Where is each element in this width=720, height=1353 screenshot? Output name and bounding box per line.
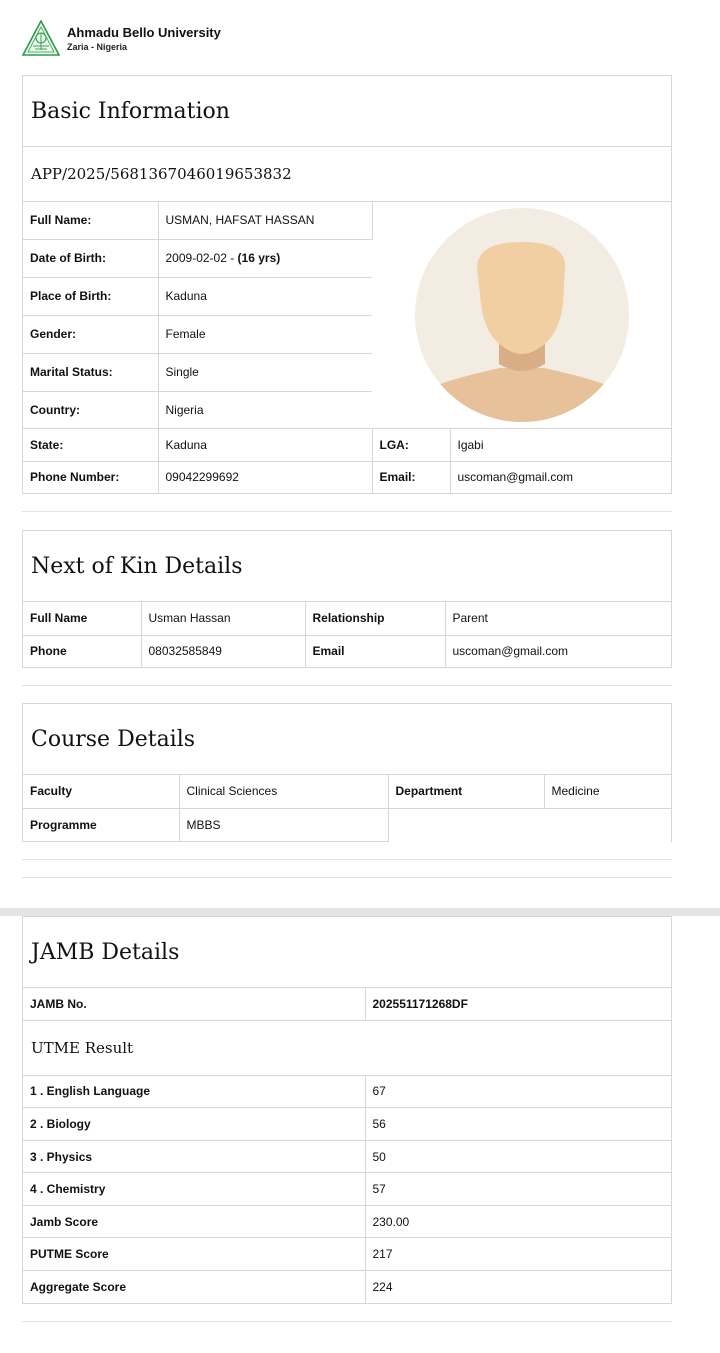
kin-email-value: uscoman@gmail.com xyxy=(452,644,569,659)
section-divider xyxy=(22,511,672,512)
page-header xyxy=(22,20,221,58)
table-row xyxy=(23,775,671,808)
section-divider xyxy=(22,877,672,878)
next-of-kin-table xyxy=(23,602,671,667)
table-row xyxy=(23,1206,671,1238)
kin-name-label: Full Name xyxy=(23,602,141,635)
basic-information-card xyxy=(22,75,672,494)
section-divider xyxy=(22,859,672,860)
gender-value: Female xyxy=(158,315,372,353)
empty-cell xyxy=(388,808,671,841)
subject-score: 67 xyxy=(365,1076,671,1108)
table-row xyxy=(23,1271,671,1303)
putme-score-label: PUTME Score xyxy=(23,1238,365,1271)
university-title-block xyxy=(67,25,221,53)
age-text: (16 yrs) xyxy=(237,251,281,265)
subject-score: 50 xyxy=(365,1141,671,1173)
subject-label: 1 . English Language xyxy=(23,1076,365,1108)
aggregate-score-value: 224 xyxy=(372,1279,393,1294)
profile-placeholder-avatar xyxy=(415,208,629,422)
table-row xyxy=(23,1076,671,1108)
aggregate-score-label: Aggregate Score xyxy=(23,1271,365,1303)
email-label: Email: xyxy=(372,461,450,493)
field-label: Full Name: xyxy=(23,202,158,239)
email-value: uscoman@gmail.com xyxy=(457,470,574,485)
phone-label: Phone Number: xyxy=(23,461,158,493)
kin-phone-value: 08032585849 xyxy=(141,635,305,667)
programme-value: MBBS xyxy=(179,808,388,841)
application-number: APP/2025/5681367046019653832 xyxy=(23,147,671,202)
subject-label: 2 . Biology xyxy=(23,1108,365,1141)
jamb-details-title: JAMB Details xyxy=(23,917,671,988)
jamb-score-label: Jamb Score xyxy=(23,1206,365,1238)
dob-text: 2009-02-02 - xyxy=(165,251,238,265)
lga-value: Igabi xyxy=(450,428,671,461)
table-row xyxy=(23,202,671,239)
faculty-label: Faculty xyxy=(23,775,179,808)
utme-result-title: UTME Result xyxy=(23,1021,671,1076)
university-name: Ahmadu Bello University xyxy=(67,25,221,40)
programme-label: Programme xyxy=(23,808,179,841)
field-label: Country: xyxy=(23,391,158,428)
putme-score-value: 217 xyxy=(365,1238,671,1271)
section-divider xyxy=(22,1321,672,1322)
photo-cell xyxy=(372,202,671,428)
university-logo-icon xyxy=(22,20,60,58)
subject-score: 57 xyxy=(365,1173,671,1206)
jamb-number-label: JAMB No. xyxy=(23,988,365,1020)
subject-label: 4 . Chemistry xyxy=(23,1173,365,1206)
next-of-kin-title: Next of Kin Details xyxy=(23,531,671,602)
basic-information-title: Basic Information xyxy=(23,76,671,147)
field-label: Date of Birth: xyxy=(23,239,158,277)
place-of-birth-value: Kaduna xyxy=(158,277,372,315)
kin-phone-label: Phone xyxy=(23,635,141,667)
next-of-kin-card xyxy=(22,530,672,668)
kin-relationship-value: Parent xyxy=(445,602,671,635)
department-label: Department xyxy=(388,775,544,808)
course-details-card xyxy=(22,703,672,842)
table-row xyxy=(23,808,671,841)
course-table-edge xyxy=(671,775,672,808)
field-label: Gender: xyxy=(23,315,158,353)
kin-email-label: Email xyxy=(305,635,445,667)
date-of-birth-value xyxy=(158,239,372,277)
phone-value: 09042299692 xyxy=(158,461,372,493)
lga-label: LGA: xyxy=(372,428,450,461)
table-row xyxy=(23,602,671,635)
subject-label: 3 . Physics xyxy=(23,1141,365,1173)
utme-result-table xyxy=(23,1076,671,1303)
kin-name-value: Usman Hassan xyxy=(141,602,305,635)
table-row xyxy=(23,1141,671,1173)
page-break-band xyxy=(0,908,720,916)
state-label: State: xyxy=(23,428,158,461)
table-row xyxy=(23,635,671,667)
jamb-details-card xyxy=(22,916,672,1304)
basic-information-table xyxy=(23,202,671,493)
full-name-value: USMAN, HAFSAT HASSAN xyxy=(158,202,372,239)
course-details-title: Course Details xyxy=(23,704,671,775)
marital-status-value: Single xyxy=(158,353,372,391)
field-label: Place of Birth: xyxy=(23,277,158,315)
table-row xyxy=(23,1108,671,1141)
field-label: Marital Status: xyxy=(23,353,158,391)
table-row xyxy=(23,1173,671,1206)
section-divider xyxy=(22,685,672,686)
jamb-number-table xyxy=(23,988,671,1021)
table-row xyxy=(23,428,671,461)
department-value: Medicine xyxy=(544,775,671,808)
faculty-value: Clinical Sciences xyxy=(179,775,388,808)
country-value: Nigeria xyxy=(158,391,372,428)
kin-relationship-label: Relationship xyxy=(305,602,445,635)
subject-score: 56 xyxy=(365,1108,671,1141)
jamb-score-value: 230.00 xyxy=(365,1206,671,1238)
course-details-table xyxy=(23,775,671,842)
university-location: Zaria - Nigeria xyxy=(67,42,128,52)
jamb-number-value: 202551171268DF xyxy=(372,996,468,1011)
table-row xyxy=(23,988,671,1020)
table-row xyxy=(23,1238,671,1271)
state-value: Kaduna xyxy=(158,428,372,461)
table-row xyxy=(23,461,671,493)
